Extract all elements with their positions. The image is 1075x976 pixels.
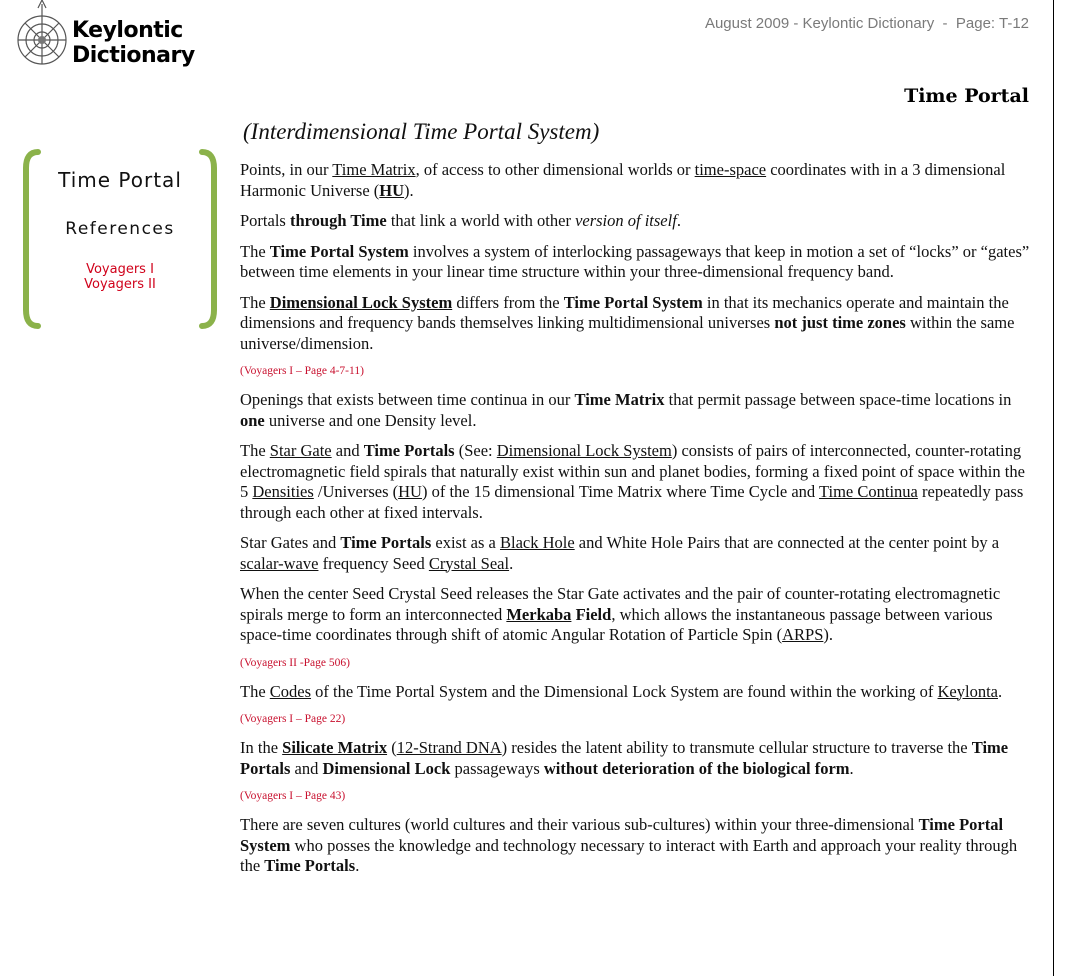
entry-title: Time Portal [904, 85, 1029, 107]
paragraph [240, 211, 1030, 232]
references-title: Time Portal [58, 168, 182, 192]
text-run: /Universes ( [313, 482, 399, 501]
text-run: , of access to other dimensional worlds or [415, 160, 695, 179]
text-run: Time Portals [264, 856, 356, 875]
term-link[interactable]: Time Matrix [332, 160, 416, 179]
text-run: Portals [240, 211, 290, 230]
references-panel [18, 148, 222, 330]
paragraph [240, 533, 1030, 574]
term-link[interactable]: Merkaba [506, 604, 572, 624]
text-run: Openings that exists between time continua in our [240, 390, 575, 409]
text-run: Points, in our [240, 160, 333, 179]
text-run: When the center Seed Crystal Seed releases the Star Gate activates and the pair of counter-rotating electromagnetic spirals merge to form an interconnected [240, 584, 1001, 624]
text-run: In the [240, 738, 283, 757]
text-run: Time Portals [240, 738, 1009, 778]
term-link[interactable]: Codes [269, 681, 312, 701]
text-run: ( [387, 738, 397, 757]
text-run: Star Gates and [240, 533, 341, 552]
text-run: The [240, 441, 270, 460]
logo-wordmark [72, 18, 195, 68]
term-link[interactable]: Time Continua [819, 482, 918, 501]
reference-link-voyagers-2[interactable]: Voyagers II [84, 277, 156, 292]
running-head: August 2009 - Keylontic Dictionary - Page: T-12 [704, 15, 1029, 32]
text-run: The [240, 292, 270, 312]
text-run: There are seven cultures (world cultures and their various sub-cultures) within your three-dimensional [240, 815, 919, 834]
references-heading: References [65, 219, 175, 239]
text-run: and [331, 441, 364, 460]
reference-link-voyagers-1[interactable]: Voyagers I [86, 262, 154, 277]
citation: (Voyagers I – Page 43) [240, 790, 346, 802]
text-run: and White Hole Pairs that are connected at the center point by a [574, 533, 1000, 552]
text-run: Dimensional Lock [322, 758, 451, 778]
text-run: ) resides the latent ability to transmute cellular structure to traverse the [501, 738, 972, 757]
text-run: Field [575, 604, 612, 624]
mandala-logo-icon [14, 0, 74, 74]
text-run: of the Time Portal System and the Dimensional Lock System are found within the working of [311, 681, 938, 701]
term-link[interactable]: Star Gate [269, 441, 332, 460]
text-run: ). [404, 180, 414, 200]
text-run: that permit passage between space-time locations in [664, 390, 1012, 409]
text-run: through Time [289, 211, 387, 230]
text-run: . [997, 681, 1003, 701]
text-run: in that its mechanics operate and maintain the dimensions and frequency bands themselves linking multidimensional universes [240, 292, 1009, 332]
page-edge-rule [1053, 0, 1054, 976]
references-links [18, 262, 222, 292]
text-run: ). [823, 625, 833, 644]
citation: (Voyagers II -Page 506) [240, 656, 350, 669]
logo-line-2: Dictionary [72, 43, 195, 68]
text-run: . [355, 856, 360, 875]
text-run: repeatedly pass through each other at fixed intervals. [240, 482, 1024, 522]
term-link[interactable]: Dimensional Lock System [269, 292, 453, 312]
entry-subtitle: (Interdimensional Time Portal System) [243, 119, 600, 144]
logo-line-1: Keylontic [72, 18, 183, 43]
text-run: exist as a [431, 533, 500, 552]
text-run: passageways [450, 758, 544, 778]
text-run: who posses the knowledge and technology necessary to interact with Earth and approach your reality through the [240, 835, 1018, 875]
term-link[interactable]: Silicate Matrix [282, 738, 388, 757]
paragraph [240, 390, 1030, 431]
paragraph [240, 441, 1030, 523]
paragraph [240, 738, 1030, 779]
text-run: coordinates with in a 3 dimensional Harmonic Universe ( [240, 160, 1006, 200]
text-run: (See: [454, 441, 497, 460]
text-run: ) consists of pairs of interconnected, counter-rotating electromagnetic field spirals that naturally exist within sun and planet bodies, forming a fixed point of space within the 5 [240, 441, 1025, 501]
text-run: that link a world with other [386, 211, 576, 230]
text-run: frequency Seed [318, 553, 429, 573]
text-run: differs from the [452, 292, 564, 312]
paragraph [240, 293, 1030, 355]
text-run: Time Portals [363, 441, 455, 460]
keylontic-logo [14, 0, 195, 80]
text-run: not just time zones [774, 313, 906, 332]
citation: (Voyagers I – Page 22) [240, 713, 346, 725]
text-run: version of itself [575, 211, 677, 230]
citation: (Voyagers I – Page 4-7-11) [240, 365, 364, 377]
text-run: The [240, 241, 270, 261]
term-link[interactable]: ARPS [782, 625, 824, 644]
text-run: Time Portal System [269, 241, 409, 261]
term-link[interactable]: HU [398, 482, 422, 501]
paragraph [240, 160, 1030, 201]
text-run: . [509, 553, 514, 573]
term-link[interactable]: Black Hole [499, 533, 575, 552]
text-run: ) of the 15 dimensional Time Matrix where Time Cycle and [421, 482, 820, 501]
term-link[interactable]: time-space [694, 160, 767, 179]
text-run: involves a system of interlocking passageways that keep in motion a set of “locks” or “gates” between time elements in your linear time structure within your three-dimensional frequency band. [240, 241, 1030, 281]
paragraph [240, 584, 1030, 646]
text-run: and [290, 758, 323, 778]
text-run: without deterioration of the biological form [543, 758, 850, 778]
term-link[interactable]: Dimensional Lock System [496, 441, 672, 460]
text-run: universe and one Density level. [264, 410, 477, 430]
paragraph [240, 242, 1030, 283]
text-run: within the same universe/dimension. [240, 313, 1015, 353]
text-run: . [676, 211, 681, 230]
text-run: Time Portal System [563, 292, 703, 312]
text-run: The [240, 681, 270, 701]
text-run: one [240, 410, 265, 430]
text-run: Time Portal System [240, 815, 1004, 855]
paragraph [240, 815, 1030, 877]
entry-body [240, 160, 1030, 887]
text-run: , which allows the instantaneous passage between various space-time coordinates through shift of atomic Angular Rotation of Particle Spin ( [240, 604, 993, 644]
term-link[interactable]: Densities [252, 482, 314, 501]
text-run: Time Portals [340, 533, 432, 552]
term-link[interactable]: 12-Strand DNA [396, 738, 502, 757]
term-link[interactable]: scalar-wave [240, 553, 319, 573]
term-link[interactable]: Keylonta [937, 681, 998, 701]
text-run: Time Matrix [574, 390, 665, 409]
paragraph [240, 682, 1030, 703]
text-run: . [849, 758, 854, 778]
term-link[interactable]: Crystal Seal [428, 553, 510, 573]
term-link[interactable]: HU [379, 180, 405, 200]
